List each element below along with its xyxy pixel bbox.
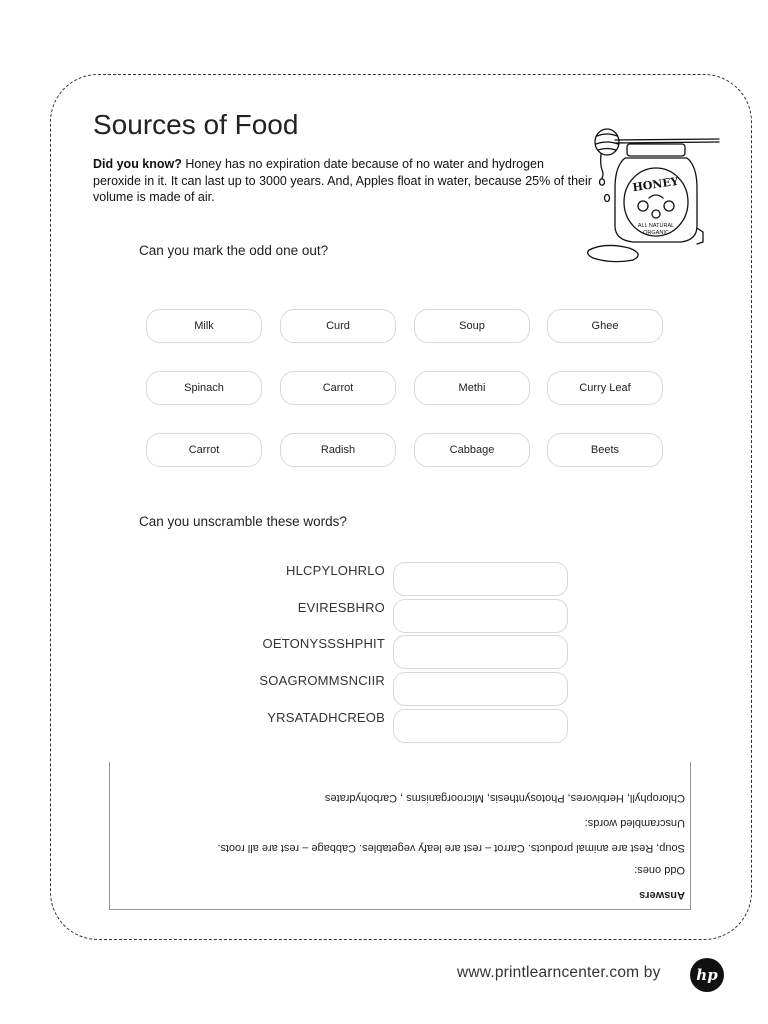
option-curry-leaf[interactable]: Curry Leaf — [547, 371, 663, 405]
footer-url[interactable]: www.printlearncenter.com by — [457, 964, 661, 981]
hp-logo: hp — [690, 958, 724, 992]
honey-jar-illustration — [585, 118, 725, 264]
scrambled-word: SOAGROMMSNCIIR — [259, 673, 385, 688]
option-carrot[interactable]: Carrot — [146, 433, 262, 467]
intro-lead: Did you know? — [93, 157, 182, 171]
jar-brand-text: HONEY — [631, 174, 680, 195]
option-soup[interactable]: Soup — [414, 309, 530, 343]
answers-odd-text: Soup, Rest are animal products. Carrot – rest are leafy vegetables. Cabbage – rest are all roots. — [217, 842, 685, 854]
answer-field[interactable] — [393, 709, 568, 743]
intro-body: Honey has no expiration date because of no water and hydrogen peroxide in it. It can last up to 3000 years. And, Apples float in water, because 25% of their volume is made of air. — [93, 157, 592, 204]
answers-title: Answers — [639, 889, 685, 901]
option-spinach[interactable]: Spinach — [146, 371, 262, 405]
jar-sub1-text: ALL NATURAL — [637, 223, 675, 229]
option-carrot[interactable]: Carrot — [280, 371, 396, 405]
answer-field[interactable] — [393, 562, 568, 596]
answers-unscrambled-label: Unscrambled words: — [584, 817, 685, 829]
option-beets[interactable]: Beets — [547, 433, 663, 467]
option-milk[interactable]: Milk — [146, 309, 262, 343]
intro-text — [93, 156, 593, 206]
odd-one-out-question: Can you mark the odd one out? — [139, 243, 329, 258]
scrambled-word: YRSATADHCREOB — [267, 710, 385, 725]
scrambled-word: HLCPYLOHRLO — [285, 563, 385, 578]
option-radish[interactable]: Radish — [280, 433, 396, 467]
answer-field[interactable] — [393, 599, 568, 633]
answers-unscrambled-text: Chlorophyll, Herbivores, Photosynthesis, Microorganisms , Carbohydrates — [324, 792, 685, 804]
page-title: Sources of Food — [93, 109, 299, 140]
option-ghee[interactable]: Ghee — [547, 309, 663, 343]
answers-odd-label: Odd ones: — [634, 864, 685, 876]
scrambled-word: EVIRESBHRO — [297, 600, 385, 615]
option-cabbage[interactable]: Cabbage — [414, 433, 530, 467]
answer-field[interactable] — [393, 672, 568, 706]
unscramble-question: Can you unscramble these words? — [139, 514, 347, 529]
scrambled-word: OETONYSSSHPHIT — [262, 636, 385, 651]
answers-upside-down — [110, 762, 692, 910]
jar-sub2-text: ORGANIC — [643, 230, 669, 236]
option-curd[interactable]: Curd — [280, 309, 396, 343]
answer-field[interactable] — [393, 635, 568, 669]
answers-box — [109, 762, 691, 910]
option-methi[interactable]: Methi — [414, 371, 530, 405]
